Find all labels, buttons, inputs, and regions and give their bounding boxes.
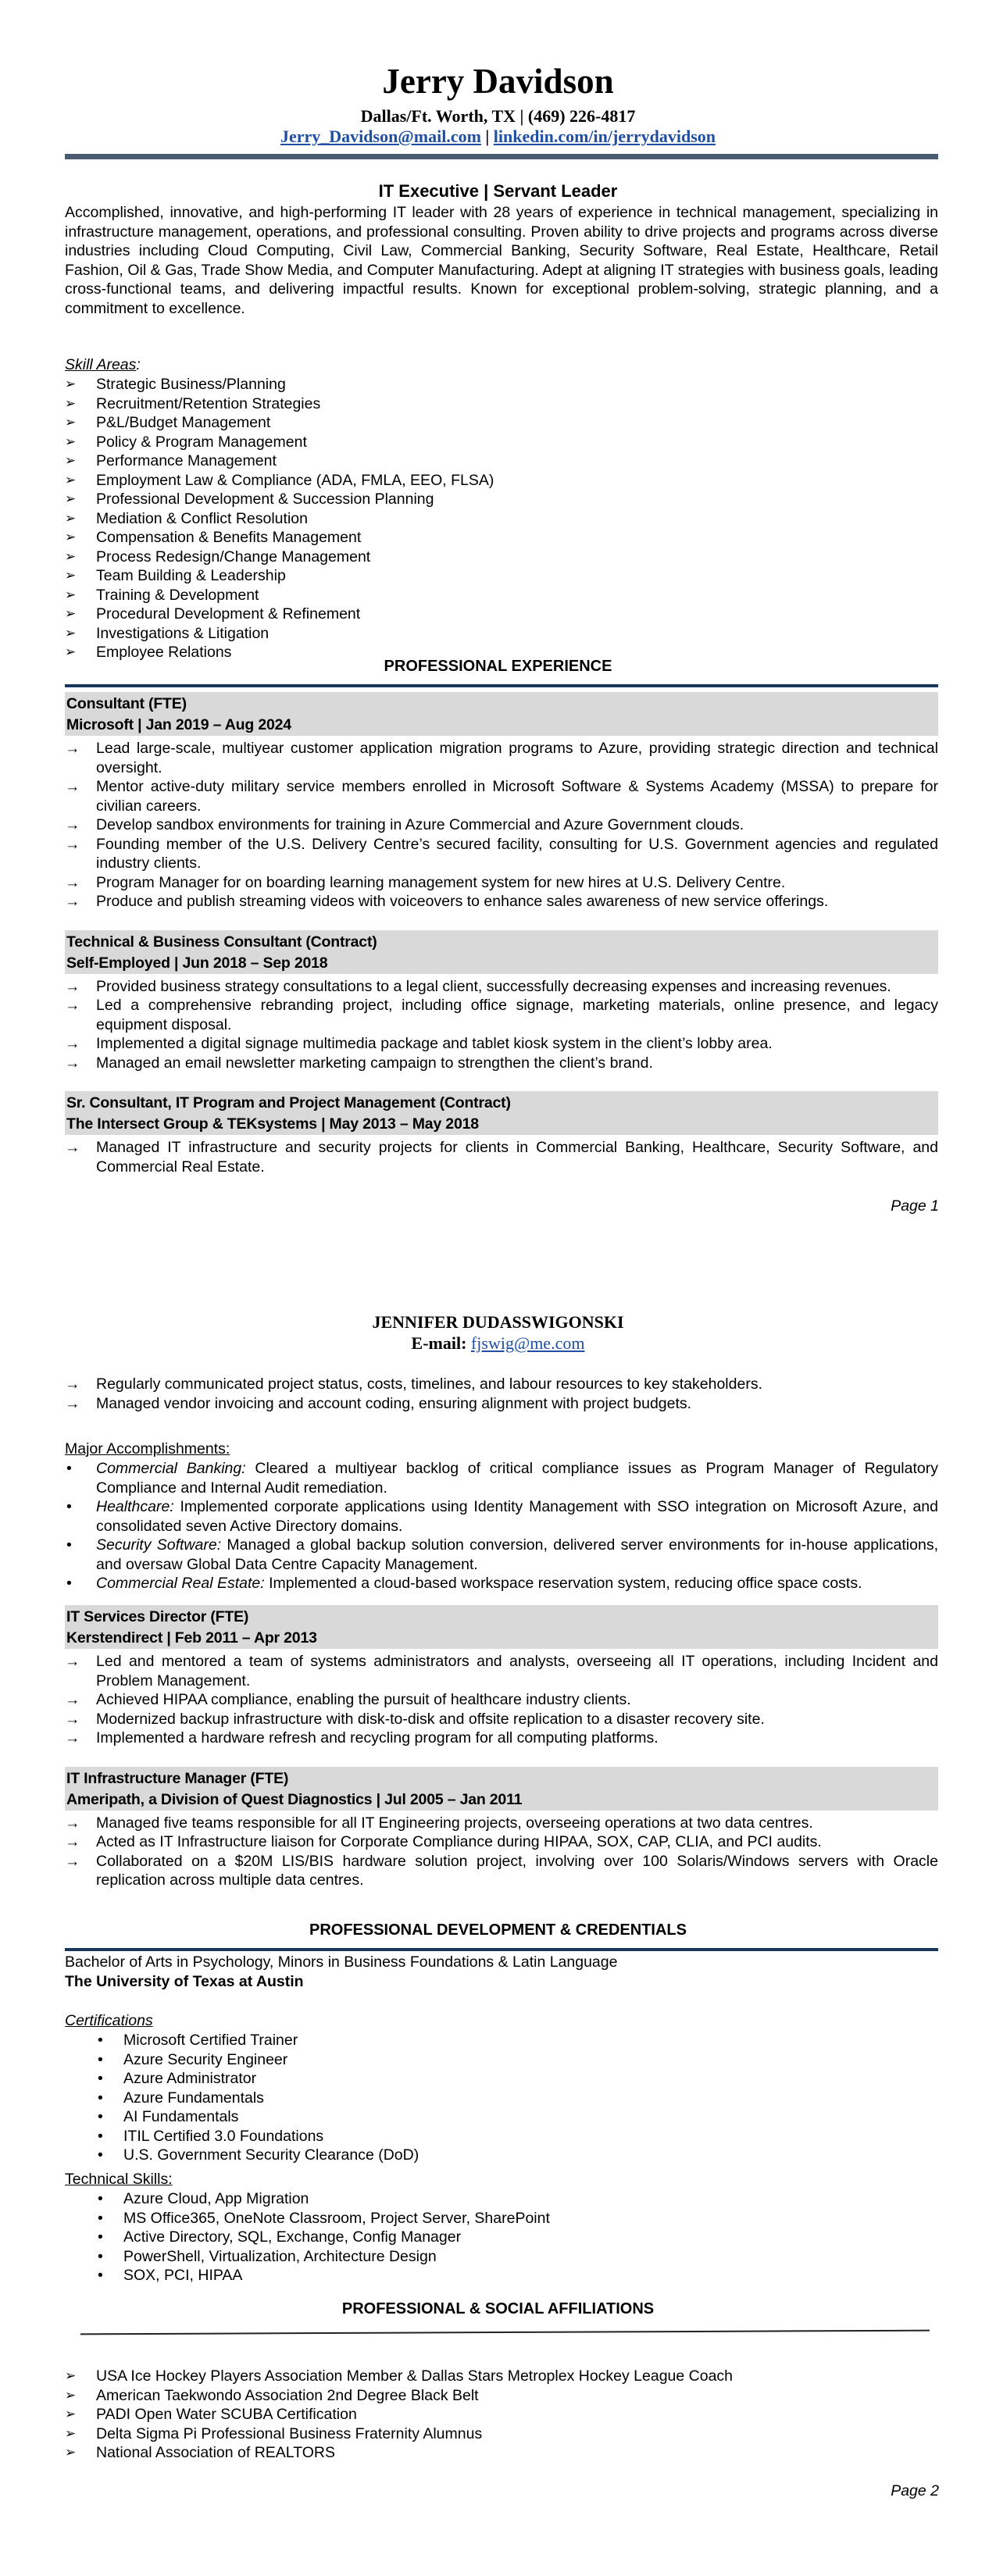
job-bullets xyxy=(65,1652,938,1748)
list-item-text: Azure Security Engineer xyxy=(123,2050,288,2068)
job-entry xyxy=(65,1767,938,1890)
list-item-text: Azure Administrator xyxy=(123,2070,257,2087)
dot-bullet-icon: • xyxy=(98,2146,103,2164)
page2-name: JENNIFER DUDASSWIGONSKI xyxy=(372,1312,624,1332)
list-item-text: MS Office365, OneNote Classroom, Project Server, SharePoint xyxy=(123,2209,550,2227)
job-company-dates: Ameripath, a Division of Quest Diagnostics | Jul 2005 – Jan 2011 xyxy=(66,1790,523,1808)
list-item-text: Employment Law & Compliance (ADA, FMLA, EEO, FLSA) xyxy=(96,471,494,489)
list-item-text: Regularly communicated project status, costs, timelines, and labour resources to key stakeholders. xyxy=(96,1375,762,1393)
chevron-bullet-icon: ➢ xyxy=(65,587,77,602)
skill-areas-list xyxy=(65,375,938,662)
email-link[interactable]: Jerry_Davidson@mail.com xyxy=(280,127,481,146)
list-item-text: U.S. Government Security Clearance (DoD) xyxy=(123,2146,419,2164)
dot-bullet-icon: • xyxy=(98,2190,103,2207)
chevron-bullet-icon: ➢ xyxy=(65,510,77,526)
page2-email-link[interactable]: fjswig@me.com xyxy=(470,1333,585,1353)
dot-bullet-icon: • xyxy=(98,2089,103,2107)
list-item-text: Led and mentored a team of systems administrators and analysts, overseeing all IT operations, including Incident and Problem Management. xyxy=(96,1653,938,1689)
list-item xyxy=(65,1710,938,1729)
list-item-text: Professional Development & Succession Planning xyxy=(96,491,434,508)
dot-bullet-icon: • xyxy=(66,1575,72,1592)
list-item-text: Cleared a multiyear backlog of critical compliance issues as Program Manager of Regulatory Compliance and Internal Audit remediation. xyxy=(96,1460,938,1497)
job-title: Consultant (FTE) xyxy=(66,695,187,712)
certifications-list xyxy=(65,2031,938,2165)
contact-separator: | xyxy=(480,127,494,146)
list-item xyxy=(65,548,938,567)
headline: IT Executive | Servant Leader xyxy=(378,181,618,201)
chevron-bullet-icon: ➢ xyxy=(65,644,77,659)
list-item-text: Recruitment/Retention Strategies xyxy=(96,394,321,412)
list-item-text: PADI Open Water SCUBA Certification xyxy=(96,2406,357,2423)
list-item xyxy=(65,739,938,777)
list-item xyxy=(65,566,938,586)
list-item xyxy=(65,1034,938,1054)
email-label: E-mail: xyxy=(411,1333,471,1353)
dot-bullet-icon: • xyxy=(66,1498,72,1515)
list-item xyxy=(65,1536,938,1574)
job-title: Technical & Business Consultant (Contract) xyxy=(66,933,377,951)
list-item xyxy=(65,996,938,1034)
accomplishments-label: Major Accomplishments: xyxy=(65,1440,230,1457)
chevron-bullet-icon: ➢ xyxy=(65,2425,77,2441)
list-item-text: Strategic Business/Planning xyxy=(96,376,286,393)
list-item-text: Acted as IT Infrastructure liaison for Corporate Compliance during HIPAA, SOX, CAP, CLIA, and PCI audits. xyxy=(96,1833,822,1850)
list-item xyxy=(65,1814,938,1833)
arrow-bullet-icon: → xyxy=(65,1653,80,1670)
list-item xyxy=(65,1497,938,1536)
job-entry xyxy=(65,1605,938,1748)
certifications-label: Certifications xyxy=(65,2012,153,2029)
resume-name: Jerry Davidson xyxy=(382,62,614,101)
arrow-bullet-icon: → xyxy=(65,1035,80,1052)
dot-bullet-icon: • xyxy=(98,2267,103,2284)
list-item xyxy=(65,605,938,624)
accomplishment-area: Security Software: xyxy=(96,1536,222,1554)
list-item-text: Performance Management xyxy=(96,452,277,469)
page-number-2: Page 2 xyxy=(891,2482,939,2499)
accomplishment-area: Commercial Banking: xyxy=(96,1460,246,1477)
skill-areas-label: Skill Areas: xyxy=(65,356,141,373)
list-item-text: Achieved HIPAA compliance, enabling the pursuit of healthcare industry clients. xyxy=(96,1691,631,1708)
arrow-bullet-icon: → xyxy=(65,1691,80,1708)
list-item xyxy=(65,2367,938,2386)
chevron-bullet-icon: ➢ xyxy=(65,453,77,468)
list-item xyxy=(65,892,938,912)
list-item xyxy=(65,1574,938,1593)
list-item-text: Managed a global backup solution conversion, delivered server environments for in-house applications, and oversaw Global Data Centre Capacity Management. xyxy=(96,1536,938,1573)
list-item-text: SOX, PCI, HIPAA xyxy=(123,2267,243,2284)
arrow-bullet-icon: → xyxy=(65,1139,80,1156)
job-company-dates: Microsoft | Jan 2019 – Aug 2024 xyxy=(66,716,291,733)
accomplishment-area: Healthcare: xyxy=(96,1498,174,1515)
dot-bullet-icon: • xyxy=(98,2032,103,2049)
list-item-text: Process Redesign/Change Management xyxy=(96,548,371,566)
dot-bullet-icon: • xyxy=(66,1536,72,1554)
list-item xyxy=(65,2107,938,2127)
degree: Bachelor of Arts in Psychology, Minors in Business Foundations & Latin Language xyxy=(65,1953,618,1971)
list-item-text: Azure Cloud, App Migration xyxy=(123,2190,309,2207)
job-company-dates: The Intersect Group & TEKsystems | May 2013 – May 2018 xyxy=(66,1115,479,1133)
arrow-bullet-icon: → xyxy=(65,977,80,995)
list-item-text: Develop sandbox environments for training in Azure Commercial and Azure Government clouds. xyxy=(96,816,744,833)
list-item xyxy=(65,1394,938,1414)
list-item xyxy=(65,2266,938,2285)
chevron-bullet-icon: ➢ xyxy=(65,568,77,583)
job-bullets xyxy=(65,1138,938,1176)
list-item-text: Mentor active-duty military service members enrolled in Microsoft Software & Systems Academy (MSSA) to prepare for civilian careers. xyxy=(96,778,938,815)
dot-bullet-icon: • xyxy=(66,1460,72,1477)
chevron-bullet-icon: ➢ xyxy=(65,530,77,544)
location-phone: Dallas/Ft. Worth, TX | (469) 226-4817 xyxy=(360,106,636,126)
list-item xyxy=(65,2189,938,2209)
list-item xyxy=(65,777,938,815)
list-item-text: Implemented a digital signage multimedia package and tablet kiosk system in the client’s lobby area. xyxy=(96,1035,773,1052)
arrow-bullet-icon: → xyxy=(65,873,80,891)
list-item xyxy=(65,624,938,644)
arrow-bullet-icon: → xyxy=(65,1054,80,1072)
list-item-text: Active Directory, SQL, Exchange, Config Manager xyxy=(123,2228,462,2246)
list-item xyxy=(65,2127,938,2146)
page2-email-line xyxy=(0,1333,996,1354)
school: The University of Texas at Austin xyxy=(65,1973,304,1990)
job-header-band xyxy=(65,1091,938,1135)
list-item xyxy=(65,977,938,997)
list-item xyxy=(65,2089,938,2108)
summary-paragraph: Accomplished, innovative, and high-performing IT leader with 28 years of experience in technical management, specializing in infrastructure management, operations, and professional consulting. Proven ability to drive projects and programs across diverse industries including Cloud Computing, Civil Law, Commercial Banking, Security Software, Real Estate, Healthcare, Retail Fashion, Oil & Gas, Trade Show Media, and Computer Manufacturing. Adept at aligning IT strategies with business goals, leading cross-functional teams, and delivering impactful results. Known for exceptional problem-solving, strategic planning, and a commitment to excellence. xyxy=(65,204,938,317)
list-item xyxy=(65,1054,938,1073)
list-item xyxy=(65,490,938,509)
arrow-bullet-icon: → xyxy=(65,1814,80,1832)
chevron-bullet-icon: ➢ xyxy=(65,472,77,487)
list-item-text: Founding member of the U.S. Delivery Centre’s secured facility, consulting for U.S. Government agencies and regulated industry clients. xyxy=(96,835,938,872)
dot-bullet-icon: • xyxy=(98,2070,103,2087)
list-item xyxy=(65,1459,938,1497)
technical-skills-list xyxy=(65,2189,938,2285)
list-item xyxy=(65,2069,938,2089)
list-item xyxy=(65,1375,938,1394)
credentials-heading: PROFESSIONAL DEVELOPMENT & CREDENTIALS xyxy=(309,1921,687,1939)
chevron-bullet-icon: ➢ xyxy=(65,2387,77,2403)
list-item xyxy=(65,2050,938,2070)
job-header-band xyxy=(65,692,938,736)
list-item xyxy=(65,1832,938,1852)
list-item-text: National Association of REALTORS xyxy=(96,2444,336,2461)
job-header-band xyxy=(65,1767,938,1811)
job-bullets xyxy=(65,739,938,912)
list-item xyxy=(65,873,938,893)
arrow-bullet-icon: → xyxy=(65,1729,80,1746)
affiliations-heading: PROFESSIONAL & SOCIAL AFFILIATIONS xyxy=(341,2300,655,2317)
list-item xyxy=(65,433,938,452)
list-item-text: Led a comprehensive rebranding project, including office signage, marketing materials, online presence, and legacy equipment disposal. xyxy=(96,997,938,1033)
arrow-bullet-icon: → xyxy=(65,740,80,757)
list-item xyxy=(65,815,938,835)
chevron-bullet-icon: ➢ xyxy=(65,376,77,391)
chevron-bullet-icon: ➢ xyxy=(65,433,77,449)
list-item xyxy=(65,2405,938,2424)
list-item-text: Training & Development xyxy=(96,586,259,604)
affiliations-list xyxy=(65,2367,938,2463)
dot-bullet-icon: • xyxy=(98,2050,103,2068)
arrow-bullet-icon: → xyxy=(65,893,80,910)
list-item xyxy=(65,2424,938,2444)
list-item-text: Delta Sigma Pi Professional Business Fraternity Alumnus xyxy=(96,2424,483,2442)
list-item-text: Implemented corporate applications using Identity Management with SSO integration on Microsoft Azure, and consolidated seven Active Directory domains. xyxy=(96,1498,938,1535)
arrow-bullet-icon: → xyxy=(65,1710,80,1728)
chevron-bullet-icon: ➢ xyxy=(65,606,77,621)
arrow-bullet-icon: → xyxy=(65,1375,80,1393)
list-item-text: Procedural Development & Refinement xyxy=(96,605,361,623)
job-title: IT Services Director (FTE) xyxy=(66,1608,249,1625)
list-item xyxy=(65,1690,938,1710)
dot-bullet-icon: • xyxy=(98,2127,103,2145)
job-bullets xyxy=(65,977,938,1073)
list-item-text: Collaborated on a $20M LIS/BIS hardware solution project, involving over 100 Solaris/Windows servers with Oracle replication across multiple data centres. xyxy=(96,1852,938,1889)
list-item xyxy=(65,2247,938,2267)
experience-heading: PROFESSIONAL EXPERIENCE xyxy=(384,658,612,675)
arrow-bullet-icon: → xyxy=(65,1394,80,1412)
list-item-text: Investigations & Litigation xyxy=(96,624,270,642)
job-company-dates: Kerstendirect | Feb 2011 – Apr 2013 xyxy=(66,1629,317,1647)
list-item xyxy=(65,2031,938,2050)
list-item-text: Managed vendor invoicing and account coding, ensuring alignment with project budgets. xyxy=(96,1394,692,1412)
list-item xyxy=(65,509,938,529)
chevron-bullet-icon: ➢ xyxy=(65,395,77,411)
chevron-bullet-icon: ➢ xyxy=(65,548,77,564)
linkedin-link[interactable]: linkedin.com/in/jerrydavidson xyxy=(493,127,716,146)
list-item-text: Compensation & Benefits Management xyxy=(96,529,362,546)
dot-bullet-icon: • xyxy=(98,2228,103,2246)
list-item xyxy=(65,528,938,548)
list-item xyxy=(65,375,938,394)
list-item xyxy=(65,2228,938,2247)
list-item xyxy=(65,2146,938,2165)
list-item-text: Microsoft Certified Trainer xyxy=(123,2032,298,2049)
job-title: Sr. Consultant, IT Program and Project Management (Contract) xyxy=(66,1094,511,1111)
list-item-text: USA Ice Hockey Players Association Member & Dallas Stars Metroplex Hockey League Coach xyxy=(96,2367,734,2385)
job-title: IT Infrastructure Manager (FTE) xyxy=(66,1769,289,1787)
list-item xyxy=(65,1138,938,1176)
list-item-text: Azure Fundamentals xyxy=(123,2089,264,2107)
list-item xyxy=(65,2209,938,2228)
list-item-text: Employee Relations xyxy=(96,644,232,661)
chevron-bullet-icon: ➢ xyxy=(65,2368,77,2383)
list-item-text: Implemented a cloud-based workspace reservation system, reducing office space costs. xyxy=(264,1575,862,1592)
list-item xyxy=(65,2386,938,2406)
list-item xyxy=(65,1652,938,1690)
list-item-text: AI Fundamentals xyxy=(123,2108,239,2125)
technical-skills-label: Technical Skills: xyxy=(65,2171,173,2188)
chevron-bullet-icon: ➢ xyxy=(65,625,77,640)
list-item-text: Provided business strategy consultations to a legal client, successfully decreasing expenses and increasing revenues. xyxy=(96,977,891,995)
arrow-bullet-icon: → xyxy=(65,778,80,795)
list-item-text: Team Building & Leadership xyxy=(96,567,286,584)
list-item-text: Lead large-scale, multiyear customer application migration programs to Azure, providing strategic direction and technical oversight. xyxy=(96,740,938,776)
job-entry xyxy=(65,1091,938,1176)
chevron-bullet-icon: ➢ xyxy=(65,2407,77,2421)
dot-bullet-icon: • xyxy=(98,2247,103,2265)
list-item-text: Managed five teams responsible for all IT Engineering projects, overseeing operations at two data centres. xyxy=(96,1814,813,1832)
job-company-dates: Self-Employed | Jun 2018 – Sep 2018 xyxy=(66,954,328,972)
list-item xyxy=(65,471,938,491)
list-item-text: Program Manager for on boarding learning management system for new hires at U.S. Delivery Centre. xyxy=(96,873,786,891)
list-item-text: Policy & Program Management xyxy=(96,433,307,451)
page-number: Page 1 xyxy=(891,1197,939,1215)
header-rule xyxy=(65,154,938,159)
arrow-bullet-icon: → xyxy=(65,997,80,1014)
list-item xyxy=(65,1852,938,1890)
credentials-rule xyxy=(65,1948,938,1951)
list-item xyxy=(65,394,938,414)
accomplishment-area: Commercial Real Estate: xyxy=(96,1575,265,1592)
dot-bullet-icon: • xyxy=(98,2108,103,2125)
job-header-band xyxy=(65,930,938,974)
list-item xyxy=(65,1729,938,1748)
job-entry xyxy=(65,930,938,1073)
list-item-text: Produce and publish streaming videos with voiceovers to enhance sales awareness of new service offerings. xyxy=(96,893,829,910)
list-item-text: Modernized backup infrastructure with disk-to-disk and offsite replication to a disaster recovery site. xyxy=(96,1710,765,1728)
list-item xyxy=(65,413,938,433)
list-item-text: ITIL Certified 3.0 Foundations xyxy=(123,2127,324,2145)
list-item-text: Managed an email newsletter marketing campaign to strengthen the client’s brand. xyxy=(96,1054,653,1072)
chevron-bullet-icon: ➢ xyxy=(65,415,77,430)
experience-list-continued xyxy=(65,1605,938,1890)
arrow-bullet-icon: → xyxy=(65,835,80,853)
accomplishments-list xyxy=(65,1459,938,1593)
job-entry xyxy=(65,692,938,912)
list-item-text: P&L/Budget Management xyxy=(96,414,271,431)
arrow-bullet-icon: → xyxy=(65,816,80,833)
affiliations-rule xyxy=(80,2330,930,2335)
list-item xyxy=(65,835,938,873)
job-header-band xyxy=(65,1605,938,1649)
job-bullets xyxy=(65,1814,938,1890)
chevron-bullet-icon: ➢ xyxy=(65,491,77,506)
arrow-bullet-icon: → xyxy=(65,1852,80,1870)
contact-links xyxy=(0,127,996,147)
continued-bullets xyxy=(65,1375,938,1413)
experience-rule xyxy=(65,684,938,687)
list-item-text: Implemented a hardware refresh and recycling program for all computing platforms. xyxy=(96,1729,659,1746)
chevron-bullet-icon: ➢ xyxy=(65,2445,77,2460)
dot-bullet-icon: • xyxy=(98,2209,103,2227)
list-item-text: PowerShell, Virtualization, Architecture Design xyxy=(123,2247,437,2265)
list-item xyxy=(65,2443,938,2463)
experience-list xyxy=(65,692,938,1176)
list-item xyxy=(65,451,938,471)
list-item-text: Mediation & Conflict Resolution xyxy=(96,509,308,527)
list-item xyxy=(65,586,938,605)
list-item-text: Managed IT infrastructure and security projects for clients in Commercial Banking, Healthcare, Security Software, and Commercial Real Estate. xyxy=(96,1139,938,1176)
arrow-bullet-icon: → xyxy=(65,1833,80,1850)
list-item-text: American Taekwondo Association 2nd Degree Black Belt xyxy=(96,2386,479,2404)
